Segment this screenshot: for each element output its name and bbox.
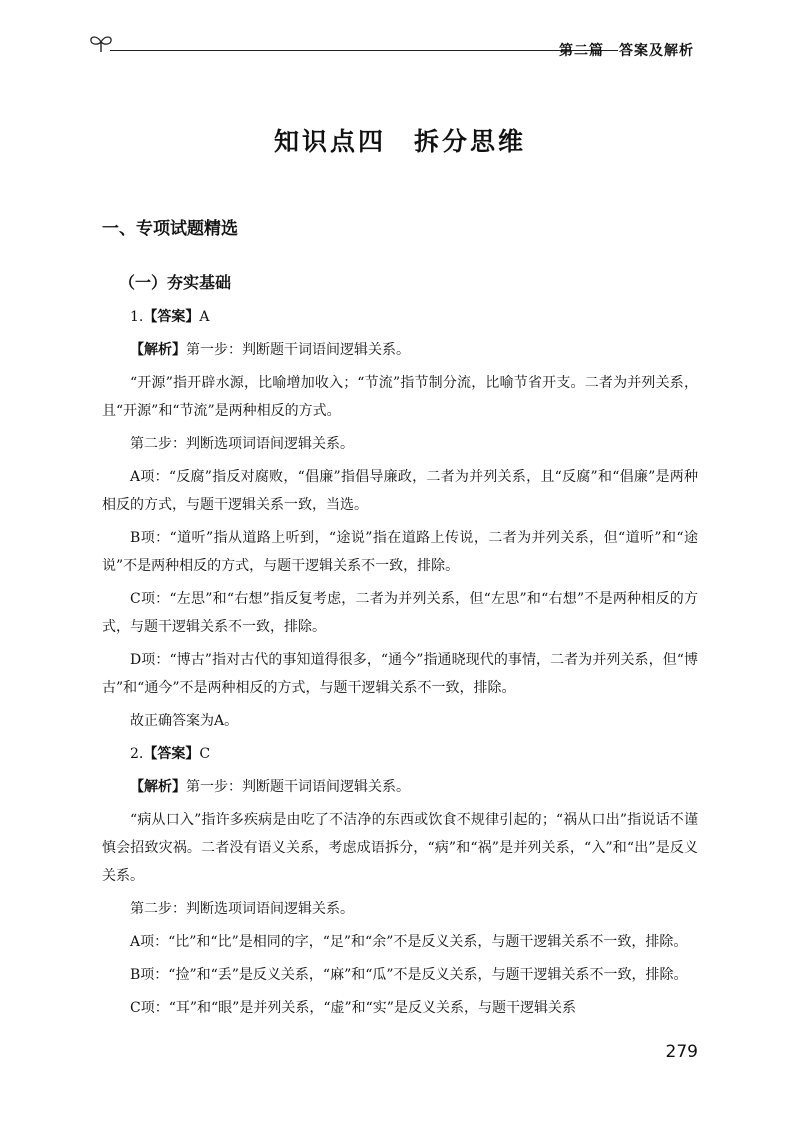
q2-analysis-tag: 【解析】 (130, 779, 186, 795)
q1-conclusion: 故正确答案为A。 (130, 713, 239, 729)
subsection-heading: （一）夯实基础 (119, 273, 232, 292)
running-header (88, 30, 700, 64)
q1-analysis-line (102, 336, 698, 364)
q1-answer: A (199, 309, 210, 325)
q1-answer-line (102, 303, 698, 331)
q1-analysis-tag: 【解析】 (130, 342, 186, 358)
q1-step1: 第一步：判断题干词语间逻辑关系。 (186, 342, 410, 358)
q1-option-b: B项：“道听”指从道路上听到，“途说”指在道路上传说，二者为并列关系，但“道听”和“途说”不是两种相反的方式，与题干逻辑关系不一致，排除。 (102, 530, 698, 574)
q2-step2: 第二步：判断选项词语间逻辑关系。 (130, 901, 354, 917)
q1-stem-explanation: “开源”指开辟水源，比喻增加收入；“节流”指节制分流，比喻节省开支。二者为并列关系，且“开源”和“节流”是两种相反的方式。 (102, 375, 698, 419)
q2-step1: 第一步：判断题干词语间逻辑关系。 (186, 779, 410, 795)
header-section-label: 第二篇 答案及解析 (559, 43, 694, 59)
header-rule (110, 50, 618, 51)
q1-option-d: D项：“博古”指对古代的事知道得很多，“通今”指通晓现代的事情，二者为并列关系，但“博古”和“通今”不是两种相反的方式，与题干逻辑关系不一致，排除。 (102, 652, 698, 696)
page-title: 知识点四 拆分思维 (273, 127, 526, 156)
q1-step2: 第二步：判断选项词语间逻辑关系。 (130, 436, 354, 452)
q2-stem-explanation: “病从口入”指许多疾病是由吃了不洁净的东西或饮食不规律引起的；“祸从口出”指说话不谨慎会招致灾祸。二者没有语义关系，考虑成语拆分，“病”和“祸”是并列关系，“入”和“出”是反义关系。 (102, 812, 698, 884)
q2-number: 2. (130, 746, 144, 762)
q2-answer: C (199, 746, 211, 762)
q2-analysis-line (102, 773, 698, 801)
q1-number: 1. (130, 309, 144, 325)
section-heading: 一、专项试题精选 (102, 219, 238, 239)
q2-option-a: A项：“比”和“比”是相同的字，“足”和“余”不是反义关系，与题干逻辑关系不一致，排除。 (130, 934, 688, 950)
q2-answer-line (102, 740, 698, 768)
q2-answer-tag: 【答案】 (143, 746, 200, 762)
q1-option-a: A项：“反腐”指反对腐败，“倡廉”指倡导廉政，二者为并列关系，且“反腐”和“倡廉”是两种相反的方式，与题干逻辑关系一致，当选。 (102, 469, 698, 513)
q1-answer-tag: 【答案】 (143, 309, 200, 325)
page-number: 279 (665, 1042, 698, 1062)
q2-option-c: C项：“耳”和“眼”是并列关系，“虚”和“实”是反义关系，与题干逻辑关系 (130, 1000, 576, 1016)
q1-option-c: C项：“左思”和“右想”指反复考虑，二者为并列关系，但“左思”和“右想”不是两种相反的方式，与题干逻辑关系不一致，排除。 (102, 591, 698, 635)
answer-content (102, 303, 698, 1027)
q2-option-b: B项：“捡”和“丢”是反义关系，“麻”和“瓜”不是反义关系，与题干逻辑关系不一致，排除。 (130, 967, 688, 983)
